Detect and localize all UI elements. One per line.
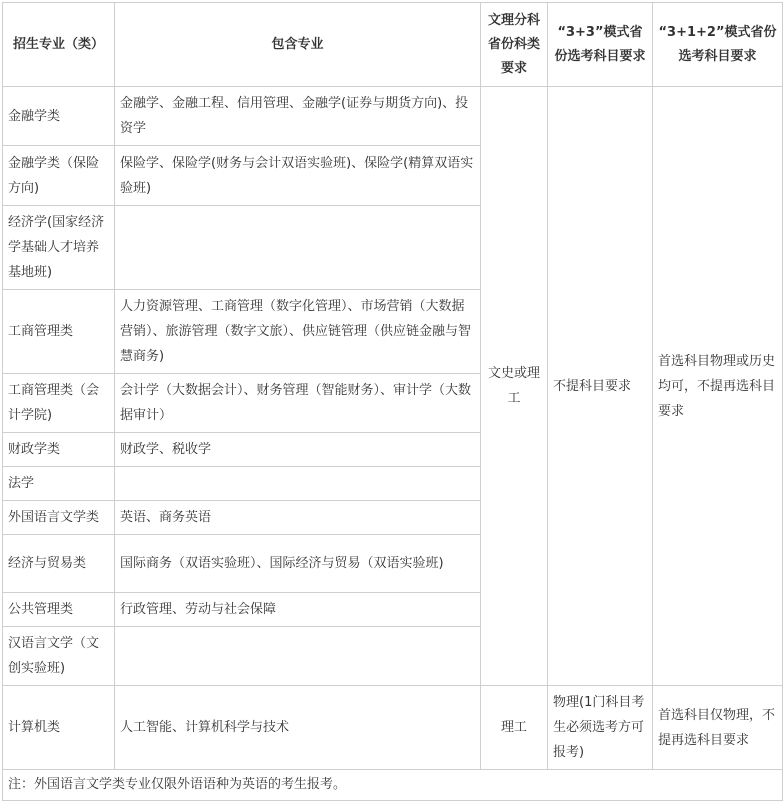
category-cell: 财政学类 <box>3 433 115 467</box>
table-row <box>3 87 783 146</box>
table-row <box>3 686 783 770</box>
category-cell: 工商管理类 <box>3 290 115 374</box>
category-cell: 计算机类 <box>3 686 115 770</box>
category-cell: 金融学类 <box>3 87 115 146</box>
category-cell: 外国语言文学类 <box>3 501 115 535</box>
majors-cell <box>115 206 481 290</box>
category-cell: 汉语言文学（文创实验班) <box>3 627 115 686</box>
category-cell: 经济学(国家经济学基础人才培养基地班) <box>3 206 115 290</box>
header-row <box>3 3 783 87</box>
category-cell: 经济与贸易类 <box>3 535 115 593</box>
admission-requirements-table <box>2 2 783 801</box>
majors-cell: 财政学、税收学 <box>115 433 481 467</box>
header-mode-3-3: “3+3”模式省份选考科目要求 <box>548 3 653 87</box>
majors-cell: 金融学、金融工程、信用管理、金融学(证券与期货方向)、投资学 <box>115 87 481 146</box>
category-cell: 公共管理类 <box>3 593 115 627</box>
category-cell: 金融学类（保险方向) <box>3 146 115 206</box>
header-category: 招生专业（类） <box>3 3 115 87</box>
mode-3-3-requirement-cell: 不提科目要求 <box>548 87 653 686</box>
mode-3-1-2-requirement-cell: 首选科目物理或历史均可，不提再选科目要求 <box>653 87 783 686</box>
majors-cell: 人工智能、计算机科学与技术 <box>115 686 481 770</box>
majors-cell <box>115 467 481 501</box>
table-note: 注：外国语言文学类专业仅限外语语种为英语的考生报考。 <box>3 770 783 801</box>
note-row <box>3 770 783 801</box>
category-cell: 法学 <box>3 467 115 501</box>
majors-cell: 保险学、保险学(财务与会计双语实验班)、保险学(精算双语实验班) <box>115 146 481 206</box>
majors-cell: 人力资源管理、工商管理（数字化管理）、市场营销（大数据营销）、旅游管理（数字文旅）、供应链管理（供应链金融与智慧商务) <box>115 290 481 374</box>
header-mode-3-1-2: “3+1+2”模式省份选考科目要求 <box>653 3 783 87</box>
majors-cell: 英语、商务英语 <box>115 501 481 535</box>
category-cell: 工商管理类（会计学院) <box>3 374 115 433</box>
majors-cell: 行政管理、劳动与社会保障 <box>115 593 481 627</box>
header-arts-science: 文理分科省份科类要求 <box>481 3 548 87</box>
arts-science-requirement-cell: 文史或理工 <box>481 87 548 686</box>
mode-3-1-2-requirement-cell: 首选科目仅物理，不提再选科目要求 <box>653 686 783 770</box>
majors-cell <box>115 627 481 686</box>
arts-science-requirement-cell: 理工 <box>481 686 548 770</box>
mode-3-3-requirement-cell: 物理(1门科目考生必须选考方可报考) <box>548 686 653 770</box>
header-majors: 包含专业 <box>115 3 481 87</box>
majors-cell: 会计学（大数据会计）、财务管理（智能财务）、审计学（大数据审计） <box>115 374 481 433</box>
majors-cell: 国际商务（双语实验班）、国际经济与贸易（双语实验班) <box>115 535 481 593</box>
